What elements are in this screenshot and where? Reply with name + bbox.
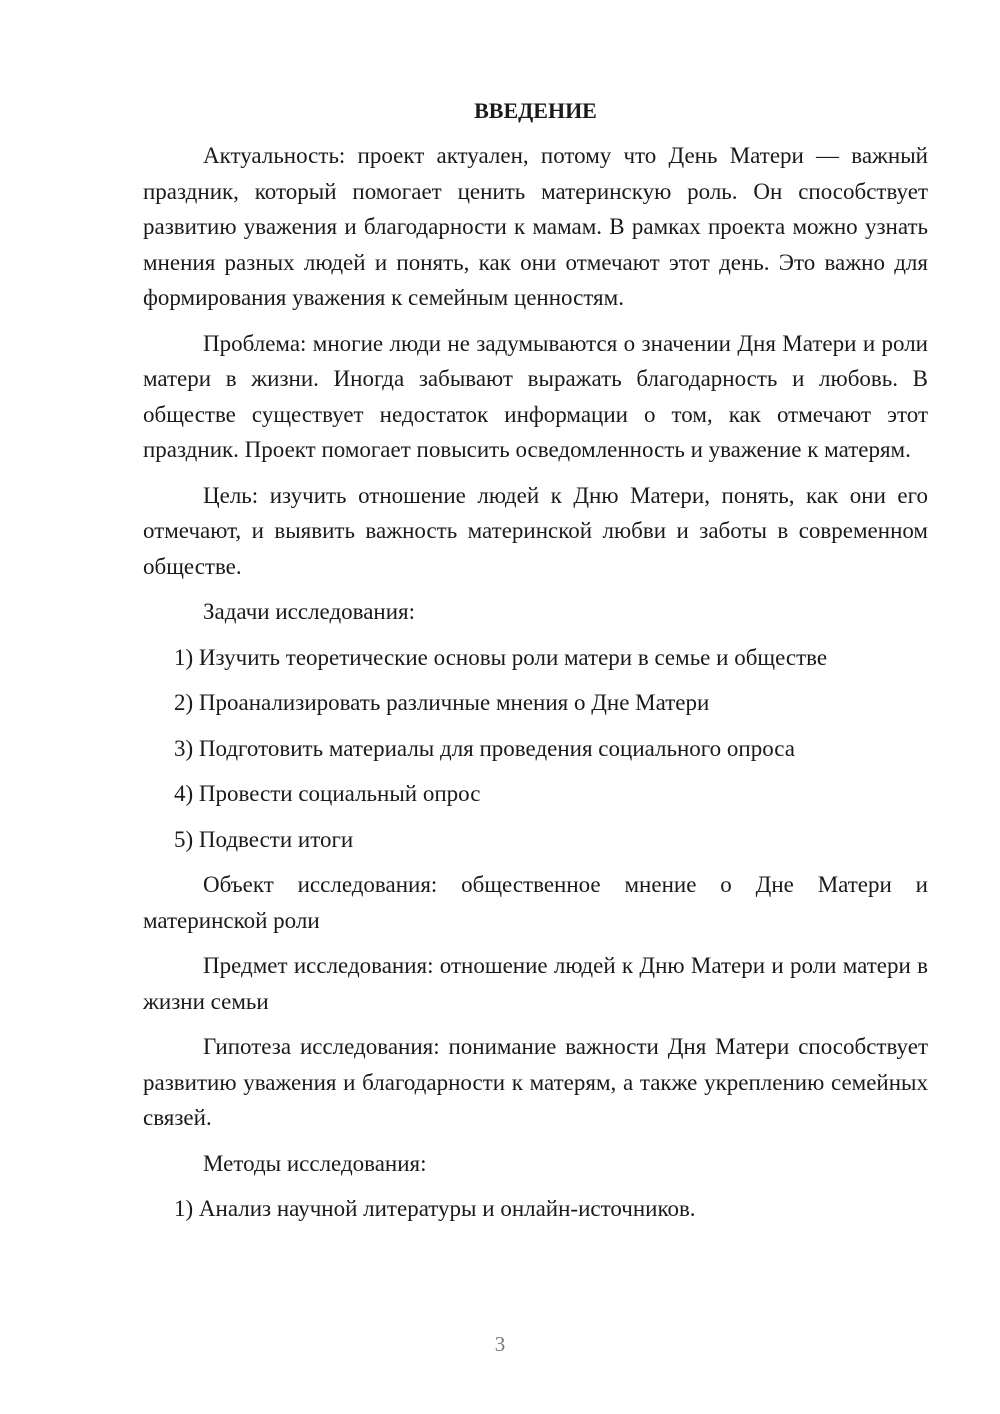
- section-title: ВВЕДЕНИЕ: [474, 98, 597, 123]
- relevance-paragraph: Актуальность: проект актуален, потому что День Матери — важный праздник, который помогает ценить материнскую роль. Он способствует развитию уважения и благодарности к мамам. В рамках проекта можно узнать мнения разных людей и понять, как они отмечают этот день. Это важно для формирования уважения к семейным ценностям.: [143, 143, 928, 310]
- methods-list: [143, 1191, 928, 1227]
- list-item: 1) Изучить теоретические основы роли матери в семье и обществе: [174, 644, 828, 670]
- object-paragraph: Объект исследования: общественное мнение о Дне Матери и материнской роли: [143, 872, 928, 933]
- problem-paragraph: Проблема: многие люди не задумываются о значении Дня Матери и роли матери в жизни. Иногда забывают выражать благодарность и любовь. В обществе существует недостаток информации о том, как отмечают этот праздник. Проект помогает повысить осведомленность и уважение к матерям.: [143, 330, 928, 462]
- page-number: 3: [494, 1332, 506, 1356]
- list-item: 5) Подвести итоги: [174, 826, 354, 852]
- list-item: 4) Провести социальный опрос: [174, 781, 481, 806]
- hypothesis-paragraph: Гипотеза исследования: понимание важности Дня Матери способствует развитию уважения и благодарности к матерям, а также укреплению семейных связей.: [143, 1034, 928, 1130]
- methods-heading: Методы исследования:: [203, 1150, 427, 1176]
- list-item: 2) Проанализировать различные мнения о Дне Матери: [174, 690, 710, 715]
- list-item: 1) Анализ научной литературы и онлайн-источников.: [174, 1196, 696, 1221]
- document-page: [143, 93, 928, 1237]
- list-item: 3) Подготовить материалы для проведения социального опроса: [174, 735, 795, 761]
- goal-paragraph: Цель: изучить отношение людей к Дню Матери, понять, как они его отмечают, и выявить важность материнской любви и заботы в современном обществе.: [143, 482, 928, 579]
- tasks-heading: Задачи исследования:: [203, 599, 416, 624]
- subject-paragraph: Предмет исследования: отношение людей к Дню Матери и роли матери в жизни семьи: [143, 953, 928, 1014]
- tasks-list: [143, 640, 928, 858]
